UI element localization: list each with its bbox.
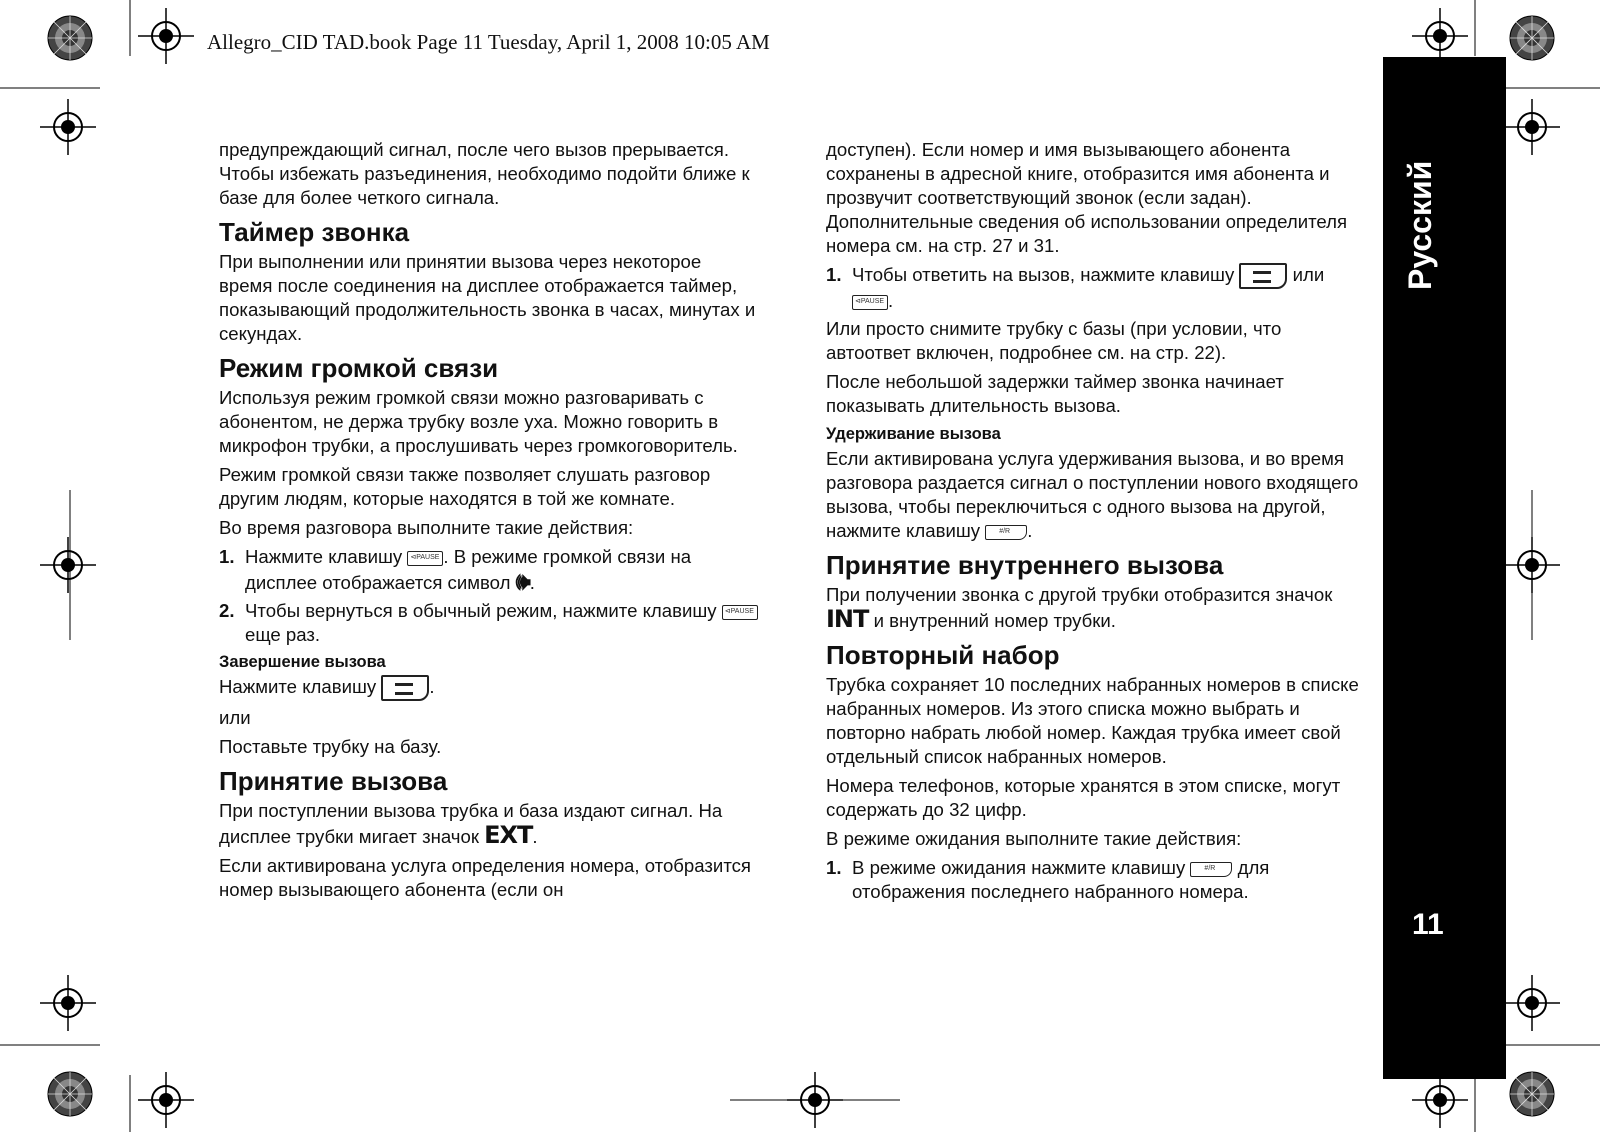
paragraph: доступен). Если номер и имя вызывающего абонента сохранены в адресной книге, отобразится имя абонента и прозвучит соответствующий звонок (если задан). Дополнительные сведения об использовании определителя номера см. на стр. 27 и 31. [826, 139, 1348, 256]
step-number: 1. [219, 546, 235, 567]
heading-redial: Повторный набор [826, 640, 1060, 671]
paragraph: В режиме ожидания выполните такие действия: [826, 828, 1242, 850]
step-text: для отображения последнего набранного номера. [852, 857, 1270, 903]
right-column [826, 138, 1371, 908]
ext-symbol: EXT [484, 821, 533, 850]
heading-end-call: Завершение вызова [219, 653, 386, 671]
text: При получении звонка с другой трубки отобразится значок [826, 584, 1333, 606]
step-text: Чтобы ответить на вызов, нажмите клавишу [852, 264, 1235, 285]
paragraph: После небольшой задержки таймер звонка начинает показывать длительность вызова. [826, 371, 1284, 417]
text: . [429, 676, 435, 697]
paragraph [826, 583, 1371, 633]
paragraph: Номера телефонов, которые хранятся в этом списке, могут содержать до 32 цифр. [826, 775, 1341, 821]
language-tab: Русский [1402, 160, 1438, 290]
list-item [219, 599, 759, 647]
step-text: . [529, 572, 535, 593]
page-number: 11 [1412, 908, 1444, 941]
speaker-key-icon [722, 605, 758, 620]
speaker-key-icon [852, 295, 888, 310]
list-item [219, 545, 759, 595]
paragraph: Используя режим громкой связи можно разговаривать с абонентом, не держа трубку возле уха. Можно говорить в микрофон трубки, а прослушивать через громкоговоритель. [219, 387, 738, 456]
paragraph: Режим громкой связи также позволяет слушать разговор другим людям, которые находятся в той же комнате. [219, 464, 711, 509]
step-text: Чтобы вернуться в обычный режим, нажмите клавишу [245, 600, 717, 621]
paragraph [219, 675, 759, 701]
left-column [219, 138, 759, 907]
step-text: В режиме ожидания нажмите клавишу [852, 857, 1186, 879]
flash-redial-key-icon [1190, 862, 1232, 877]
text: . [532, 826, 538, 848]
step-text: или [1292, 264, 1325, 285]
step-text: . [888, 290, 894, 312]
paragraph: Если активирована услуга определения номера, отобразится номер вызывающего абонента (если он [219, 855, 751, 901]
step-text: Нажмите клавишу [245, 546, 403, 567]
list-item [826, 263, 1371, 313]
steps-list [219, 545, 759, 647]
end-call-key-icon [381, 675, 429, 701]
heading-answer-call: Принятие вызова [219, 766, 448, 797]
talk-key-icon [1239, 263, 1287, 289]
list-item [826, 856, 1371, 904]
text: . [1027, 520, 1033, 542]
paragraph: предупреждающий сигнал, после чего вызов прерывается. Чтобы избежать разъединения, необходимо подойти ближе к базе для более четкого сигнала. [219, 139, 750, 208]
paragraph: Поставьте трубку на базу. [219, 736, 442, 758]
steps-list [826, 263, 1371, 313]
paragraph: Во время разговора выполните такие действия: [219, 517, 634, 538]
step-number: 1. [826, 264, 842, 285]
paragraph: Или просто снимите трубку с базы (при условии, что автоответ включен, подробнее см. на стр. 22). [826, 318, 1282, 364]
speaker-key-icon [407, 551, 443, 566]
speaker-symbol-icon: 🕪 [515, 567, 530, 595]
heading-call-timer: Таймер звонка [219, 217, 410, 247]
text: Нажмите клавишу [219, 676, 377, 697]
heading-internal-call: Принятие внутреннего вызова [826, 550, 1224, 581]
step-text: еще раз. [245, 624, 321, 645]
paragraph: или [219, 707, 251, 729]
flash-redial-key-icon [985, 525, 1027, 540]
int-symbol: INT [826, 605, 869, 634]
text: Если активирована услуга удерживания вызова, и во время разговора раздается сигнал о поступлении нового входящего вызова, чтобы переключиться с одного вызова на другой, нажмите клавишу [826, 448, 1359, 542]
steps-list [826, 856, 1371, 904]
step-text: . В режиме громкой связи на дисплее отображается символ [245, 546, 692, 593]
page-header: Allegro_CID TAD.book Page 11 Tuesday, April 1, 2008 10:05 AM [207, 30, 770, 54]
heading-call-hold: Удерживание вызова [826, 425, 1001, 444]
step-number: 1. [826, 857, 842, 879]
paragraph [219, 799, 759, 849]
paragraph [826, 447, 1371, 543]
text: и внутренний номер трубки. [873, 610, 1116, 632]
step-number: 2. [219, 600, 235, 621]
text: При поступлении вызова трубка и база издают сигнал. На дисплее трубки мигает значок [219, 800, 723, 848]
paragraph: Трубка сохраняет 10 последних набранных номеров в списке набранных номеров. Из этого списка можно выбрать и повторно набрать любой номер. Каждая трубка имеет свой отдельный список набранных номеров. [826, 674, 1359, 768]
heading-speakerphone: Режим громкой связи [219, 353, 499, 383]
paragraph: При выполнении или принятии вызова через некоторое время после соединения на дисплее отображается таймер, показывающий продолжительность звонка в часах, минутах и секундах. [219, 251, 756, 344]
